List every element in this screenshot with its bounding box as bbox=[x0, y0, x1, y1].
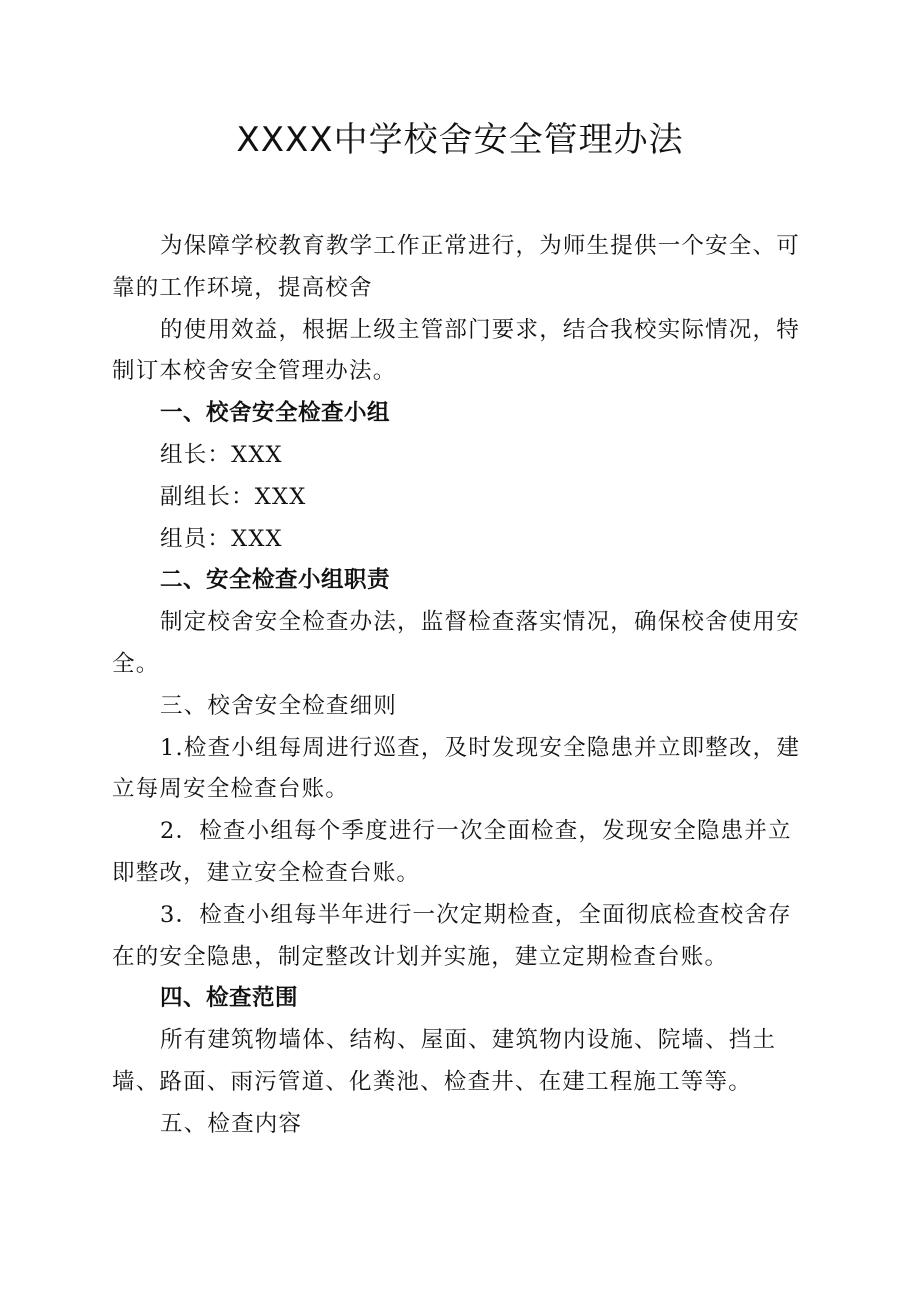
rule-item-2: 2．检查小组每个季度进行一次全面检查，发现安全隐患并立即整改，建立安全检查台账。 bbox=[112, 818, 792, 886]
document-title: XXXX中学校舍安全管理办法 bbox=[236, 120, 684, 160]
section-heading-1: 一、校舍安全检查小组 bbox=[160, 400, 391, 427]
intro-paragraph-2: 的使用效益，根据上级主管部门要求，结合我校实际情况，特制订本校舍安全管理办法。 bbox=[112, 316, 800, 385]
rule-item-1: 1.检查小组每周进行巡查，及时发现安全隐患并立即整改，建立每周安全检查台账。 bbox=[112, 734, 801, 803]
section-heading-5: 五、检查内容 bbox=[160, 1110, 303, 1137]
section-heading-4: 四、检查范围 bbox=[160, 985, 299, 1012]
section-heading-3: 三、校舍安全检查细则 bbox=[160, 692, 398, 719]
section-heading-2: 二、安全检查小组职责 bbox=[160, 567, 391, 594]
intro-paragraph-1: 为保障学校教育教学工作正常进行，为师生提供一个安全、可靠的工作环境，提高校舍 bbox=[112, 233, 800, 301]
duties-paragraph: 制定校舍安全检查办法，监督检查落实情况，确保校舍使用安全。 bbox=[112, 609, 800, 677]
deputy-leader-line: 副组长：XXX bbox=[160, 483, 307, 510]
leader-line: 组长：XXX bbox=[160, 441, 283, 468]
scope-paragraph: 所有建筑物墙体、结构、屋面、建筑物内设施、院墙、挡土墙、路面、雨污管道、化粪池、检查井、在建工程施工等等。 bbox=[112, 1027, 777, 1095]
document-body bbox=[112, 226, 812, 1146]
members-line: 组员：XXX bbox=[160, 525, 283, 552]
rule-item-3: 3．检查小组每半年进行一次定期检查，全面彻底检查校舍存在的安全隐患，制定整改计划并实施，建立定期检查台账。 bbox=[112, 901, 792, 970]
